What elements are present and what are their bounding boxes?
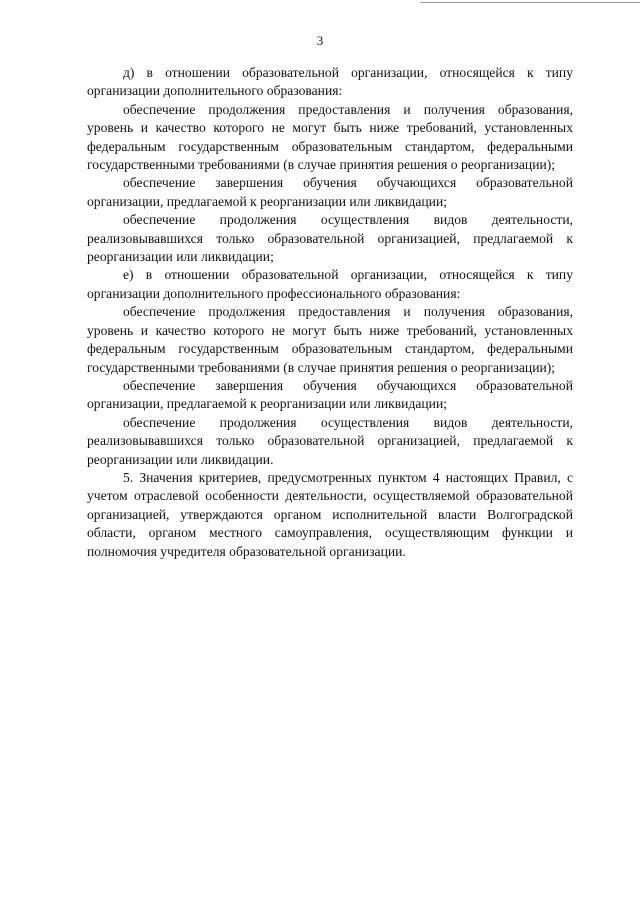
paragraph-5-criteria: 5. Значения критериев, предусмотренных пунктом 4 настоящих Правил, с учетом отраслевой особенности деятельности, осуществляемой образовательной организацией, утверждаются органом исполнительной власти Волгоградской области, органом местного самоуправления, осуществляющим функции и полномочия учредителя образовательной организации. [87,469,573,559]
paragraph-d-heading: д) в отношении образовательной организации, относящейся к типу организации дополнительного образования: [87,65,573,99]
document-body [87,64,573,561]
paragraph-e-activities: обеспечение продолжения осуществления видов деятельности, реализовывавшихся только образовательной организацией, предлагаемой к реорганизации или ликвидации. [87,414,573,467]
page-number: 3 [316,33,324,48]
paragraph-e-completion: обеспечение завершения обучения обучающихся образовательной организации, предлагаемой к реорганизации или ликвидации; [87,377,573,412]
paragraph-d-activities: обеспечение продолжения осуществления видов деятельности, реализовывавшихся только образовательной организацией, предлагаемой к реорганизации или ликвидации; [87,212,573,265]
scan-edge-line [420,2,640,3]
paragraph-d-completion: обеспечение завершения обучения обучающихся образовательной организации, предлагаемой к реорганизации или ликвидации; [87,175,573,209]
paragraph-d-continuation: обеспечение продолжения предоставления и получения образования, уровень и качество которого не могут быть ниже требований, установленных федеральным государственным образовательным стандартом, федеральными государственными требованиями (в случае принятия решения о реорганизации); [87,101,573,173]
paragraph-e-continuation: обеспечение продолжения предоставления и получения образования, уровень и качество которого не могут быть ниже требований, установленных федеральным государственным образовательным стандартом, федеральными государственными требованиями (в случае принятия решения о реорганизации); [87,304,573,375]
paragraph-e-heading: е) в отношении образовательной организации, относящейся к типу организации дополнительного профессионального образования: [87,267,573,301]
